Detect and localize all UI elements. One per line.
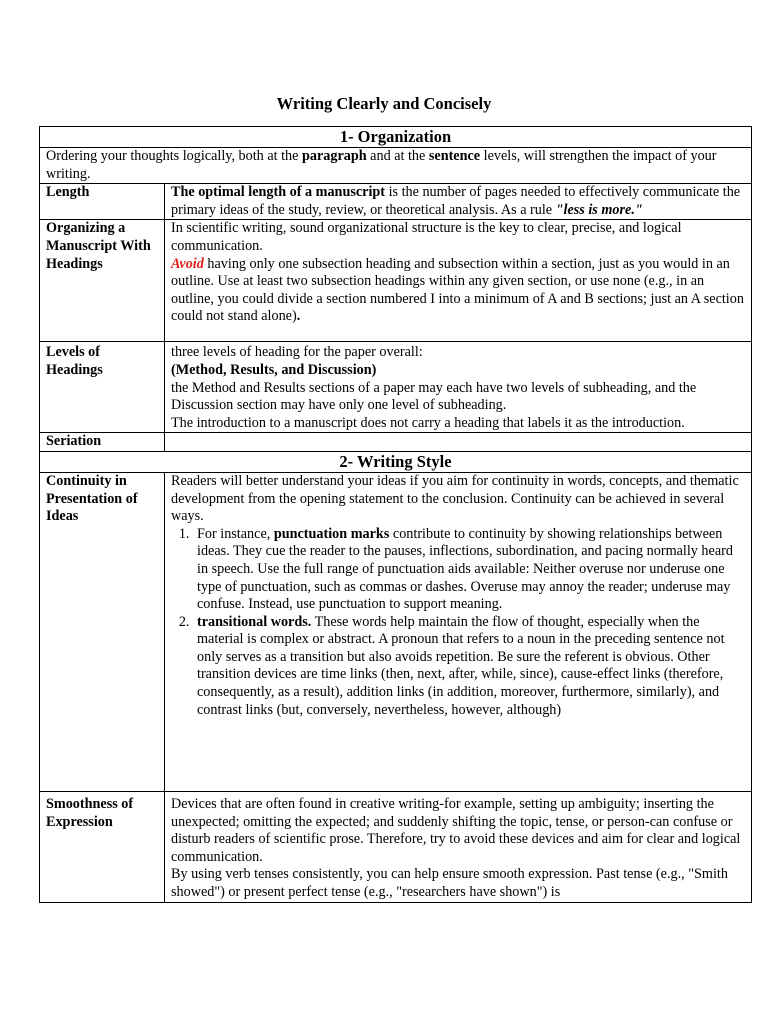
levels-line-4: The introduction to a manuscript does not carry a heading that labels it as the introduction. (171, 414, 685, 431)
intro-text-middle: and at the (366, 148, 429, 164)
list-item (193, 614, 745, 720)
continuity-intro: Readers will better understand your ideas if you aim for continuity in words, concepts, and thematic development from the opening statement to the conclusion. Continuity can be achieved in several ways. (171, 472, 739, 525)
length-bold-text: The optimal length of a manuscript (171, 184, 386, 201)
list-item-bold: punctuation marks (273, 525, 390, 542)
list-item-text: These words help maintain the flow of thought, especially when the material is complex or abstract. A pronoun that refers to a noun in the preceding sentence not only serves as a transition but also avoids repetition. Be sure the referent is obvious. Other transition devices are time links (then, next, after, while, since), cause-effect links (therefore, consequently, as a result), addition links (in addition, moreover, furthermore, similarly), and contrast links (but, conversely, nevertheless, however, although) (197, 613, 725, 718)
row-label-continuity: Continuity in Presentation of Ideas (40, 472, 165, 791)
table-row (40, 472, 752, 791)
table-row (40, 220, 752, 342)
section-heading-row (40, 127, 752, 148)
headings-paragraph-2-end: . (296, 308, 301, 325)
length-quote: "less is more." (555, 201, 643, 218)
section-heading-organization: 1- Organization (40, 127, 752, 148)
smoothness-paragraph-2: By using verb tenses consistently, you can help ensure smooth expression. Past tense (e.g., "Smith showed") or present perfect tense (e.g., "researchers have shown") is (171, 866, 728, 900)
length-text: is the number of pages needed to effectively communicate the primary ideas of the study, review, or theoretical analysis. As a rule (171, 184, 741, 218)
row-label-levels: Levels of Headings (40, 342, 165, 433)
section-heading-writing-style: 2- Writing Style (40, 451, 752, 472)
list-item (193, 526, 745, 614)
content-table (39, 126, 752, 903)
row-label-length: Length (40, 184, 165, 220)
headings-paragraph-1: In scientific writing, sound organizational structure is the key to clear, precise, and logical communication. (171, 220, 682, 254)
intro-text-end: levels, will strengthen the impact of your writing. (46, 148, 717, 182)
list-item-prefix: For instance, (197, 525, 274, 542)
continuity-list (171, 526, 745, 720)
row-content-smoothness (165, 791, 752, 902)
row-content-continuity (165, 472, 752, 791)
document-title: Writing Clearly and Concisely (276, 94, 492, 113)
intro-row (40, 148, 752, 184)
smoothness-paragraph-1: Devices that are often found in creative writing-for example, setting up ambiguity; inserting the unexpected; omitting the expected; and suddenly shifting the topic, tense, or person-can confuse or disturb readers of scientific prose. Therefore, try to avoid these devices and aim for clear and logical communication. (171, 795, 741, 865)
row-content-seriation (165, 433, 752, 452)
levels-line-2: (Method, Results, and Discussion) (171, 361, 377, 378)
levels-line-1: three levels of heading for the paper overall: (171, 344, 423, 361)
table-row (40, 342, 752, 433)
intro-bold-paragraph: paragraph (301, 148, 367, 164)
list-item-bold: transitional words. (197, 613, 312, 630)
table-row (40, 791, 752, 902)
row-content-length (165, 184, 752, 220)
row-label-smoothness: Smoothness of Expression (40, 791, 165, 902)
avoid-emphasis: Avoid (171, 255, 204, 272)
headings-paragraph-2: having only one subsection heading and subsection within a section, just as you would in an outline. Use at least two subsection headings within any given section, or use none (e.g., in an outline, you could divide a section numbered I into a minimum of A and B sections; just an A section could not stand alone) (171, 255, 744, 325)
levels-line-3: the Method and Results sections of a paper may each have two levels of subheading, and the Discussion section may have only one level of subheading. (171, 379, 697, 414)
organization-intro (40, 148, 752, 184)
intro-text-start: Ordering your thoughts logically, both at the (46, 148, 302, 164)
row-label-headings: Organizing a Manuscript With Headings (40, 220, 165, 342)
row-label-seriation: Seriation (40, 433, 165, 452)
row-content-levels (165, 342, 752, 433)
section-heading-row (40, 451, 752, 472)
list-item-text: contribute to continuity by showing relationships between ideas. They cue the reader to the pauses, inflections, subordination, and pacing normally heard in speech. Use the full range of punctuation aids available: Neither overuse nor underuse one type of punctuation, such as commas or dashes. Overuse may annoy the reader; underuse may confuse. Instead, use punctuation to support meaning. (197, 525, 733, 613)
table-row (40, 433, 752, 452)
intro-bold-sentence: sentence (428, 148, 481, 164)
row-content-headings (165, 220, 752, 342)
table-row (40, 184, 752, 220)
